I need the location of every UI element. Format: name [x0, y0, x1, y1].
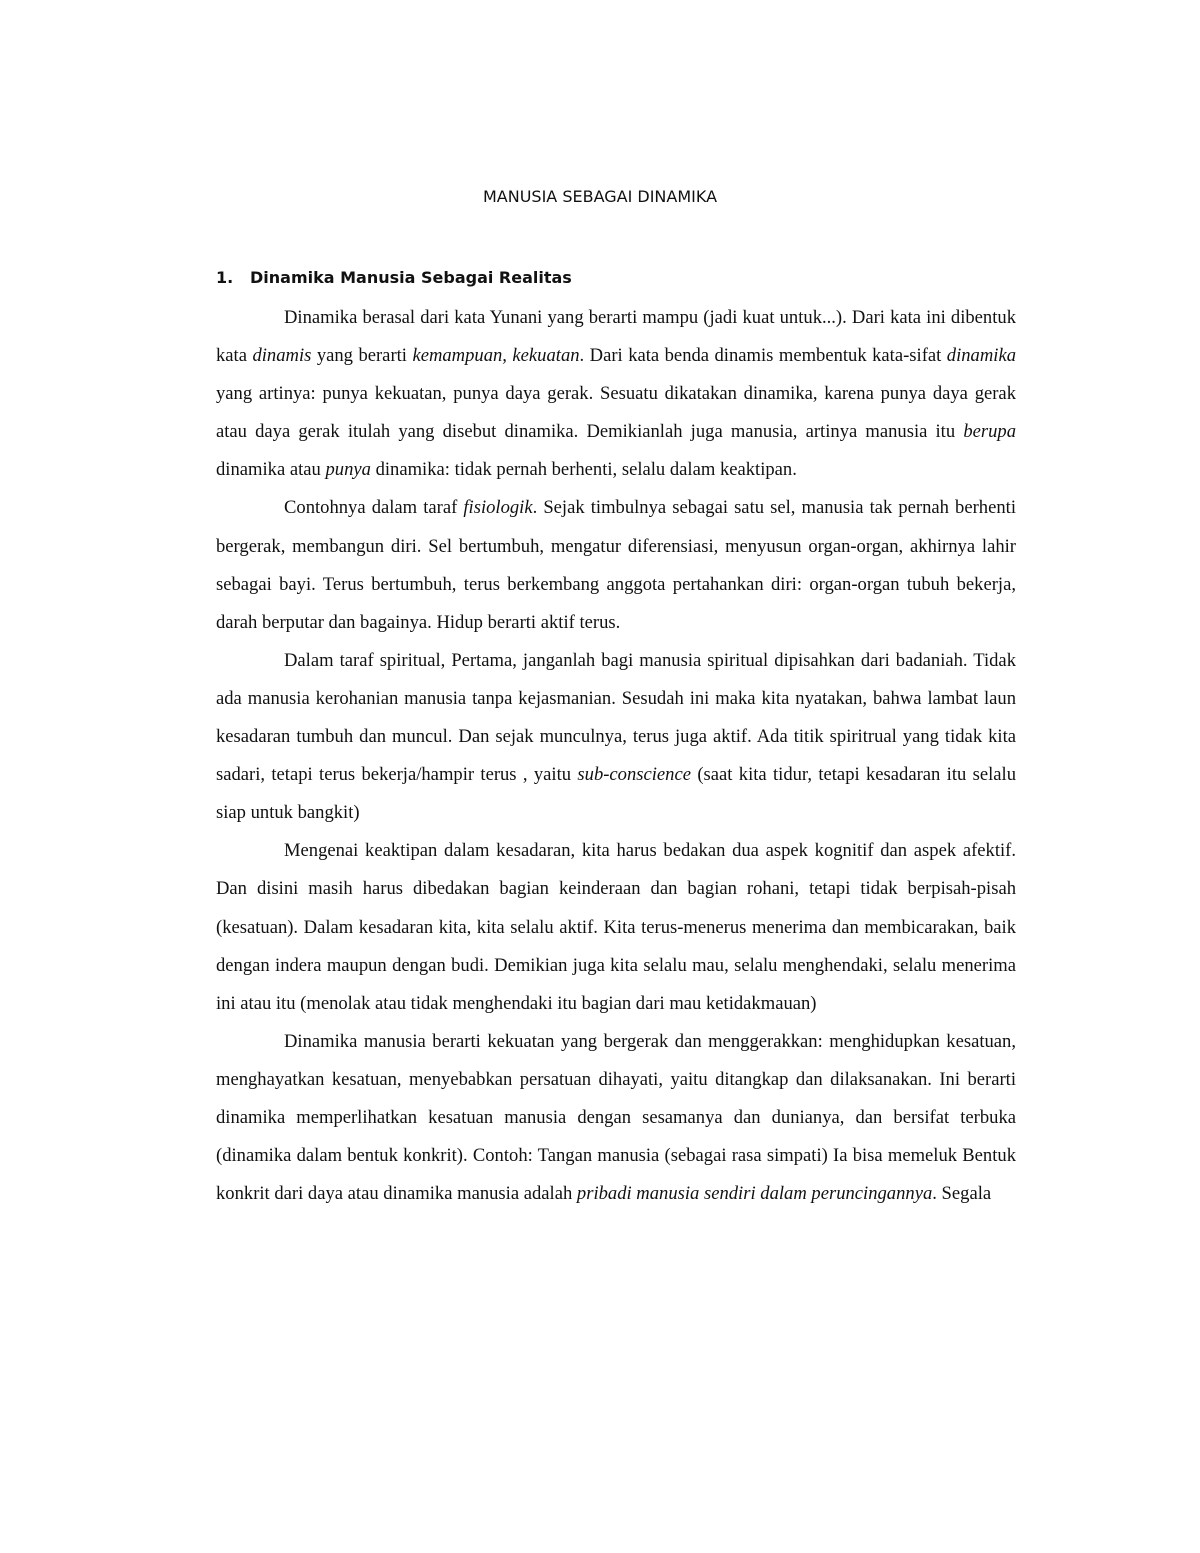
text-run: yang berarti — [311, 345, 413, 367]
paragraph — [216, 299, 1016, 489]
paragraph — [216, 489, 1016, 641]
italic-text: punya — [325, 459, 371, 481]
section-heading — [216, 268, 1016, 287]
italic-text: dinamika — [946, 345, 1016, 367]
italic-text: kemampuan, kekuatan — [412, 345, 580, 367]
text-run: (saat kita tidur, tetapi kesadaran itu selalu siap untuk bangkit) — [216, 764, 1017, 824]
text-run: . Segala — [932, 1183, 992, 1205]
body-text — [216, 299, 1016, 1213]
text-run: dinamika: tidak pernah berhenti, selalu dalam keaktipan. — [370, 459, 797, 481]
italic-text: dinamis — [252, 345, 312, 367]
text-run: Mengenai keaktipan dalam kesadaran, kita harus bedakan dua aspek kognitif dan aspek afektif. Dan disini masih harus dibedakan bagian keinderaan dan bagian rohani, tetapi tidak berpisah-pisah (kesatuan). Dalam kesadaran kita, kita selalu aktif. Kita terus-menerus menerima dan membicarakan, baik dengan indera maupun dengan budi. Demikian juga kita selalu mau, selalu menghendaki, selalu menerima ini atau itu (menolak atau tidak menghendaki itu bagian dari mau ketidakmauan) — [216, 840, 1016, 1014]
text-run: dinamika atau — [216, 459, 326, 481]
text-run: Dinamika manusia berarti kekuatan yang bergerak dan menggerakkan: menghidupkan kesatuan, menghayatkan kesatuan, menyebabkan persatuan dihayati, yaitu ditangkap dan dilaksanakan. Ini berarti dinamika memperlihatkan kesatuan manusia dengan sesamanya dan dunianya, dan bersifat terbuka (dinamika dalam bentuk konkrit). Contoh: Tangan manusia (sebagai rasa simpati) Ia bisa memeluk Bentuk konkrit dari daya atau dinamika manusia adalah — [216, 1030, 1016, 1205]
italic-text: pribadi manusia sendiri dalam peruncingannya — [576, 1183, 933, 1205]
paragraph — [216, 832, 1016, 1022]
text-run: Dalam taraf spiritual, Pertama, janganlah bagi manusia spiritual dipisahkan dari badaniah. Tidak ada manusia kerohanian manusia tanpa kejasmanian. Sesudah ini maka kita nyatakan, bahwa lambat laun kesadaran tumbuh dan muncul. Dan sejak munculnya, terus juga aktif. Ada titik spiritrual yang tidak kita sadari, tetapi terus bekerja/hampir terus , yaitu — [216, 649, 1016, 786]
paragraph — [216, 642, 1016, 832]
text-run: . Dari kata benda dinamis membentuk kata-sifat — [579, 345, 947, 367]
italic-text: sub-conscience — [577, 764, 691, 786]
section-heading-text: Dinamika Manusia Sebagai Realitas — [250, 268, 572, 287]
text-run: yang artinya: punya kekuatan, punya daya gerak. Sesuatu dikatakan dinamika, karena punya daya gerak atau daya gerak itulah yang disebut dinamika. Demikianlah juga manusia, artinya manusia itu — [216, 383, 1016, 443]
paragraph — [216, 1023, 1016, 1213]
text-run: . Sejak timbulnya sebagai satu sel, manusia tak pernah berhenti bergerak, membangun diri. Sel bertumbuh, mengatur diferensiasi, menyusun organ-organ, akhirnya lahir sebagai bayi. Terus bertumbuh, terus berkembang anggota pertahankan diri: organ-organ tubuh bekerja, darah berputar dan bagainya. Hidup berarti aktif terus. — [216, 497, 1016, 633]
italic-text: berupa — [963, 421, 1016, 443]
section-number: 1. — [216, 268, 234, 287]
text-run: Dinamika berasal dari kata Yunani yang berarti mampu (jadi kuat untuk...). Dari kata ini dibentuk kata — [216, 307, 1016, 367]
italic-text: fisiologik — [463, 497, 533, 519]
text-run: Contohnya dalam taraf — [284, 497, 464, 519]
document-title: MANUSIA SEBAGAI DINAMIKA — [482, 187, 718, 206]
